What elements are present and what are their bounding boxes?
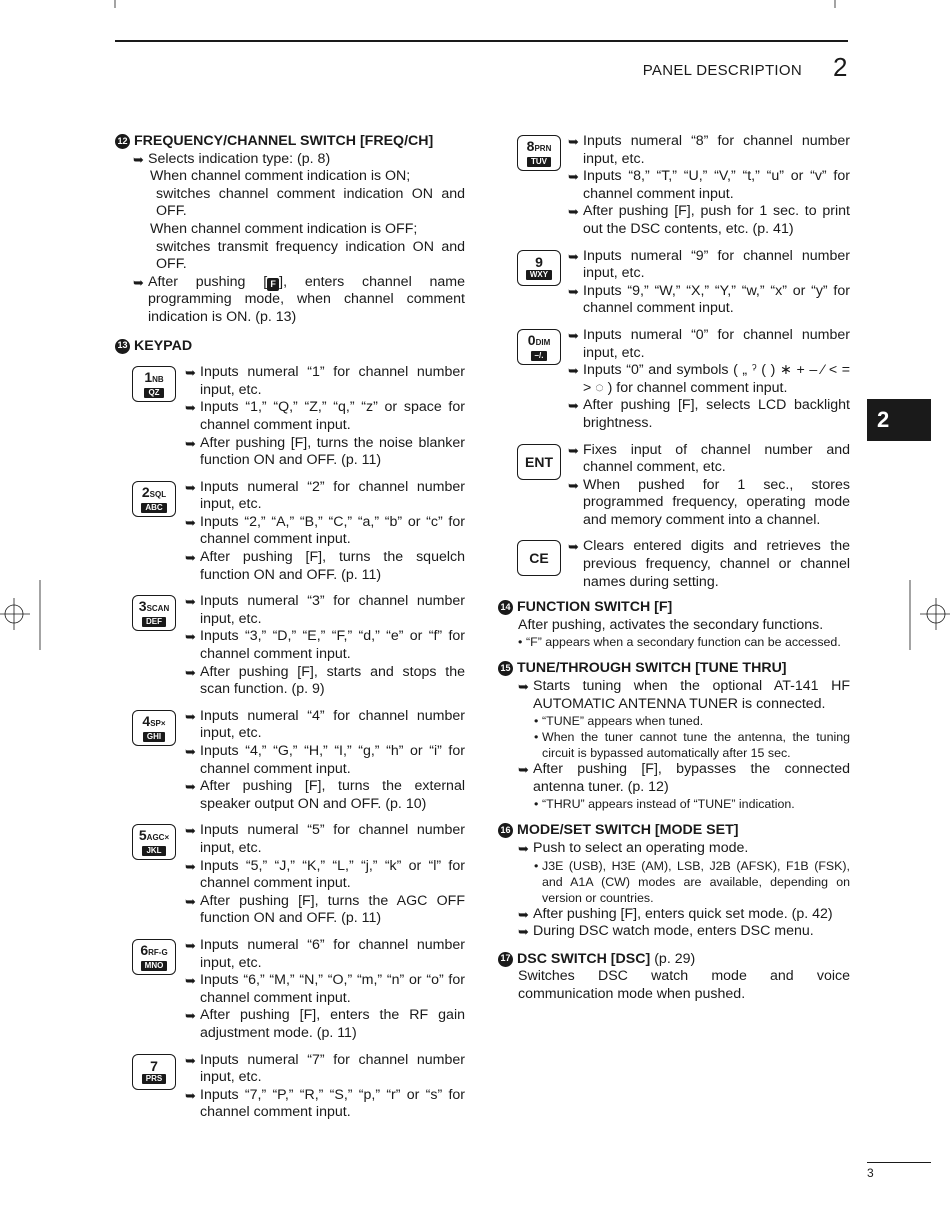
arrow-icon: ➥ bbox=[568, 204, 579, 220]
key-description bbox=[115, 1052, 465, 1122]
arrow-icon: ➥ bbox=[518, 924, 529, 940]
arrow-icon: ➥ bbox=[185, 594, 196, 610]
keypad-key-icon bbox=[132, 481, 176, 517]
footer-rule bbox=[867, 1162, 931, 1163]
arrow-icon: ➥ bbox=[185, 937, 196, 953]
bullet bbox=[568, 133, 850, 168]
bullet bbox=[185, 514, 465, 549]
left-column bbox=[115, 133, 465, 1122]
bullet-text: Inputs numeral “0” for channel number input, etc. bbox=[583, 326, 850, 361]
note-text: “TUNE” appears when tuned. bbox=[542, 714, 704, 729]
bullet-text: During DSC watch mode, enters DSC menu. bbox=[533, 923, 814, 940]
arrow-icon: ➥ bbox=[185, 779, 196, 795]
key-description bbox=[115, 364, 465, 470]
arrow-icon: ➥ bbox=[568, 283, 579, 299]
bullet-text: Selects indication type: (p. 8) bbox=[148, 150, 331, 167]
arrow-icon: ➥ bbox=[568, 477, 579, 493]
bullet bbox=[185, 893, 465, 928]
key-label: 7 bbox=[150, 1058, 158, 1074]
bullet bbox=[185, 593, 465, 628]
note-text: “F” appears when a secondary function can be accessed. bbox=[526, 635, 841, 650]
key-secondary-label: RF-G bbox=[148, 947, 168, 957]
bullet bbox=[568, 442, 850, 477]
arrow-icon: ➥ bbox=[185, 1052, 196, 1068]
bullet bbox=[185, 1007, 465, 1042]
key-label: 4 bbox=[142, 712, 151, 729]
bullet bbox=[185, 937, 465, 972]
bullet-text: After pushing [ bbox=[148, 273, 268, 290]
key-description bbox=[115, 479, 465, 585]
key-letters: MNO bbox=[141, 961, 168, 971]
arrow-icon: ➥ bbox=[518, 679, 529, 695]
bullet-text: After pushing [F], turns the external speaker output ON and OFF. (p. 10) bbox=[200, 778, 465, 812]
bullet-text: Inputs “4,” “G,” “H,” “I,” “g,” “h” or “i” for channel comment input. bbox=[200, 743, 465, 777]
bullet-text: After pushing [F], push for 1 sec. to print out the DSC contents, etc. (p. 41) bbox=[583, 203, 850, 237]
bullet-text: Inputs “5,” “J,” “K,” “L,” “j,” “k” or “l” for channel comment input. bbox=[200, 857, 465, 892]
bullet bbox=[185, 822, 465, 857]
arrow-icon: ➥ bbox=[185, 1008, 196, 1024]
section-number-badge: 13 bbox=[115, 339, 130, 354]
arrow-icon: ➥ bbox=[185, 858, 196, 874]
bullet bbox=[185, 1087, 465, 1122]
section-14-title: FUNCTION SWITCH [F] bbox=[517, 599, 673, 616]
bullet-text: Inputs numeral “8” for channel number input, etc. bbox=[583, 133, 850, 167]
arrow-icon: ➥ bbox=[133, 151, 144, 167]
arrow-icon: ➥ bbox=[185, 1087, 196, 1103]
note: • When the tuner cannot tune the antenna, the tuning circuit is bypassed automatically after 15 sec. bbox=[534, 730, 850, 761]
page-number: 3 bbox=[867, 1166, 874, 1180]
arrow-icon: ➥ bbox=[518, 906, 529, 922]
bullet bbox=[498, 678, 850, 713]
note-text: When the tuner cannot tune the antenna, the tuning circuit is bypassed automatically after 15 sec. bbox=[542, 730, 850, 761]
key-description bbox=[115, 708, 465, 814]
keypad-key-icon bbox=[132, 595, 176, 631]
bullet bbox=[185, 479, 465, 514]
key-letters: JKL bbox=[142, 846, 165, 856]
bullet-text: After pushing [F], turns the noise blanker function ON and OFF. (p. 11) bbox=[200, 434, 465, 469]
paragraph: When channel comment indication is OFF; bbox=[150, 220, 418, 237]
key-label: 6 bbox=[140, 941, 149, 958]
paragraph: Switches DSC watch mode and voice communication mode when pushed. bbox=[518, 968, 850, 1002]
note: • “F” appears when a secondary function can be accessed. bbox=[518, 635, 841, 650]
key-label: 8 bbox=[526, 138, 535, 154]
arrow-icon: ➥ bbox=[568, 363, 579, 379]
bullet bbox=[185, 743, 465, 778]
bullet bbox=[185, 435, 465, 470]
note-text: J3E (USB), H3E (AM), LSB, J2B (AFSK), F1B (FSK), and A1A (CW) modes are available, depending on version or countries. bbox=[542, 858, 850, 905]
chapter-number: 2 bbox=[833, 52, 848, 82]
keypad-key-icon bbox=[132, 366, 176, 402]
arrow-icon: ➥ bbox=[185, 664, 196, 680]
bullet bbox=[185, 858, 465, 893]
bullet bbox=[568, 362, 850, 397]
bullet-text: After pushing [F], enters the RF gain adjustment mode. (p. 11) bbox=[200, 1007, 465, 1041]
bullet-text: Inputs numeral “6” for channel number input, etc. bbox=[200, 936, 465, 971]
key-label: 3 bbox=[138, 598, 147, 615]
key-description bbox=[498, 538, 850, 591]
bullet bbox=[185, 399, 465, 434]
key-label: 1 bbox=[144, 369, 153, 386]
keypad-key-icon bbox=[517, 540, 561, 576]
bullet bbox=[498, 761, 850, 796]
arrow-icon: ➥ bbox=[133, 274, 144, 290]
key-secondary-label: AGC× bbox=[146, 833, 170, 843]
arrow-icon: ➥ bbox=[185, 893, 196, 909]
bullet-text: Inputs numeral “4” for channel number input, etc. bbox=[200, 707, 465, 742]
bullet-text: After pushing [F], selects LCD backlight brightness. bbox=[583, 397, 850, 431]
bullet bbox=[185, 364, 465, 399]
bullet-text: Push to select an operating mode. bbox=[533, 840, 749, 856]
bullet bbox=[185, 549, 465, 584]
arrow-icon: ➥ bbox=[185, 365, 196, 381]
bullet-text: Inputs “8,” “T,” “U,” “V,” “t,” “u” or “v” for channel comment input. bbox=[583, 168, 850, 202]
key-secondary-label: SQL bbox=[149, 489, 167, 499]
keypad-key-icon bbox=[132, 824, 176, 860]
bullet-text: Starts tuning when the optional AT-141 HF AUTOMATIC ANTENNA TUNER is connected. bbox=[533, 678, 850, 712]
arrow-icon: ➥ bbox=[568, 539, 579, 555]
arrow-icon: ➥ bbox=[185, 823, 196, 839]
section-15-title: TUNE/THROUGH SWITCH [TUNE THRU] bbox=[517, 660, 787, 677]
bullet-text: Inputs “0” and symbols ( „ ˀ ( ) ∗ + – ⁄ < = > ◌ ) for channel comment input. bbox=[583, 362, 850, 396]
bullet-text: Inputs numeral “2” for channel number input, etc. bbox=[200, 478, 465, 513]
section-12-heading bbox=[115, 133, 465, 151]
section-number-badge: 15 bbox=[498, 661, 513, 676]
bullet bbox=[115, 274, 465, 327]
keypad-key-icon bbox=[517, 329, 561, 365]
note: • J3E (USB), H3E (AM), LSB, J2B (AFSK), F1B (FSK), and A1A (CW) modes are available, depending on version or countries. bbox=[534, 858, 850, 905]
bullet-text: When pushed for 1 sec., stores programmed frequency, operating mode and memory comment into a channel. bbox=[583, 476, 850, 528]
bullet bbox=[115, 151, 465, 169]
bullet-text: Inputs numeral “3” for channel number input, etc. bbox=[200, 593, 465, 627]
bullet bbox=[185, 1052, 465, 1087]
bullet-text: Inputs numeral “5” for channel number input, etc. bbox=[200, 822, 465, 856]
key-description bbox=[115, 822, 465, 928]
key-description bbox=[498, 133, 850, 239]
key-description bbox=[498, 442, 850, 530]
bullet bbox=[185, 664, 465, 699]
key-secondary-label: PRN bbox=[534, 144, 552, 153]
paragraph: When channel comment indication is ON; bbox=[150, 168, 411, 185]
keypad-key-icon bbox=[132, 1054, 176, 1090]
keypad-key-icon bbox=[517, 135, 561, 171]
bullet-text: Inputs numeral “1” for channel number input, etc. bbox=[200, 364, 465, 398]
arrow-icon: ➥ bbox=[518, 841, 529, 856]
bullet bbox=[568, 397, 850, 432]
arrow-icon: ➥ bbox=[185, 479, 196, 495]
header-rule bbox=[115, 40, 848, 42]
bullet-text: After pushing [F], starts and stops the scan function. (p. 9) bbox=[200, 663, 465, 698]
section-14-heading bbox=[498, 599, 850, 617]
arrow-icon: ➥ bbox=[185, 435, 196, 451]
section-16-heading bbox=[498, 822, 850, 840]
bullet bbox=[498, 840, 850, 858]
section-13-title: KEYPAD bbox=[134, 337, 193, 354]
bullet-text: ], enters channel name programming mode, when channel comment indication is ON. (p. 13) bbox=[148, 273, 465, 325]
bullet bbox=[568, 283, 850, 318]
bullet-text: Inputs “9,” “W,” “X,” “Y,” “w,” “x” or “y” for channel comment input. bbox=[583, 282, 850, 317]
section-13-heading bbox=[115, 338, 465, 356]
arrow-icon: ➥ bbox=[185, 744, 196, 759]
bullet bbox=[568, 168, 850, 203]
section-16-title: MODE/SET SWITCH [MODE SET] bbox=[517, 822, 739, 839]
key-label: CE bbox=[529, 550, 549, 567]
section-number-badge: 14 bbox=[498, 600, 513, 615]
key-label: 0 bbox=[527, 331, 536, 348]
bullet-text: After pushing [F], turns the squelch function ON and OFF. (p. 11) bbox=[200, 549, 465, 583]
right-column bbox=[498, 133, 850, 1004]
note-text: “THRU” appears instead of “TUNE” indication. bbox=[542, 797, 795, 812]
arrow-icon: ➥ bbox=[185, 514, 196, 530]
bullet bbox=[185, 778, 465, 813]
keypad-list-right bbox=[498, 133, 850, 591]
key-secondary-label: SP× bbox=[150, 718, 166, 728]
bullet bbox=[568, 327, 850, 362]
key-secondary-label: SCAN bbox=[146, 604, 170, 614]
arrow-icon: ➥ bbox=[185, 973, 196, 989]
key-letters: –/. bbox=[531, 351, 548, 361]
key-label: 5 bbox=[138, 827, 147, 844]
note: • “THRU” appears instead of “TUNE” indication. bbox=[534, 797, 795, 812]
bullet-text: After pushing [F], enters quick set mode. (p. 42) bbox=[533, 905, 833, 922]
bullet-text: Inputs “7,” “P,” “R,” “S,” “p,” “r” or “s” for channel comment input. bbox=[200, 1086, 465, 1121]
section-17-title: DSC SWITCH [DSC] bbox=[517, 950, 651, 967]
bullet bbox=[185, 628, 465, 663]
key-letters: GHI bbox=[143, 732, 165, 742]
section-12-title: FREQUENCY/CHANNEL SWITCH [FREQ/CH] bbox=[134, 133, 434, 149]
key-letters: WXY bbox=[526, 270, 552, 280]
bullet bbox=[185, 708, 465, 743]
arrow-icon: ➥ bbox=[518, 762, 529, 778]
arrow-icon: ➥ bbox=[568, 442, 579, 458]
bullet-text: After pushing [F], bypasses the connected antenna tuner. (p. 12) bbox=[533, 761, 850, 795]
keypad-key-icon bbox=[517, 444, 561, 480]
arrow-icon: ➥ bbox=[185, 629, 196, 645]
paragraph: switches transmit frequency indication ON and OFF. bbox=[156, 238, 465, 273]
bullet bbox=[568, 203, 850, 238]
bullet-text: Inputs “1,” “Q,” “Z,” “q,” “z” or space for channel comment input. bbox=[200, 399, 465, 433]
key-letters: ABC bbox=[141, 503, 166, 513]
section-15-heading bbox=[498, 660, 850, 678]
bullet-text: Fixes input of channel number and channel comment, etc. bbox=[583, 441, 850, 476]
key-description bbox=[115, 593, 465, 699]
key-secondary-label: DIM bbox=[535, 337, 551, 347]
arrow-icon: ➥ bbox=[568, 134, 579, 149]
key-letters: QZ bbox=[144, 388, 163, 398]
bullet-text: Clears entered digits and retrieves the previous frequency, channel or channel names during setting. bbox=[583, 538, 850, 590]
note: • “TUNE” appears when tuned. bbox=[534, 714, 704, 729]
arrow-icon: ➥ bbox=[568, 169, 579, 185]
keypad-key-icon bbox=[517, 250, 561, 286]
bullet bbox=[568, 477, 850, 530]
arrow-icon: ➥ bbox=[185, 708, 196, 724]
section-number-badge: 12 bbox=[115, 134, 130, 149]
bullet bbox=[185, 972, 465, 1007]
paragraph: switches channel comment indication ON and OFF. bbox=[156, 185, 465, 220]
bullet bbox=[498, 906, 850, 924]
arrow-icon: ➥ bbox=[568, 248, 579, 264]
key-description bbox=[115, 937, 465, 1043]
arrow-icon: ➥ bbox=[185, 550, 196, 566]
key-label: ENT bbox=[525, 453, 553, 470]
section-title: PANEL DESCRIPTION bbox=[642, 62, 802, 79]
key-description bbox=[498, 248, 850, 318]
key-secondary-label: NB bbox=[152, 375, 164, 385]
keypad-key-icon bbox=[132, 710, 176, 746]
chapter-tab: 2 bbox=[867, 399, 931, 441]
bullet bbox=[568, 538, 850, 591]
bullet bbox=[498, 923, 850, 941]
page-reference: (p. 29) bbox=[654, 950, 696, 967]
key-description bbox=[498, 327, 850, 433]
bullet-text: Inputs “3,” “D,” “E,” “F,” “d,” “e” or “f” for channel comment input. bbox=[200, 628, 465, 663]
key-label: 9 bbox=[535, 254, 543, 271]
key-label: 2 bbox=[141, 483, 150, 500]
keypad-key-icon bbox=[132, 939, 176, 975]
section-17-heading bbox=[498, 951, 850, 969]
paragraph: After pushing, activates the secondary functions. bbox=[518, 616, 824, 633]
bullet bbox=[568, 248, 850, 283]
key-letters: PRS bbox=[142, 1074, 166, 1084]
arrow-icon: ➥ bbox=[568, 327, 579, 343]
arrow-icon: ➥ bbox=[568, 398, 579, 414]
bullet-text: Inputs numeral “7” for channel number input, etc. bbox=[200, 1051, 465, 1086]
arrow-icon: ➥ bbox=[185, 400, 196, 416]
section-number-badge: 17 bbox=[498, 952, 513, 967]
bullet-text: Inputs “6,” “M,” “N,” “O,” “m,” “n” or “o” for channel comment input. bbox=[200, 972, 465, 1006]
bullet-text: Inputs numeral “9” for channel number input, etc. bbox=[583, 247, 850, 282]
bullet-text: After pushing [F], turns the AGC OFF function ON and OFF. (p. 11) bbox=[200, 892, 465, 927]
key-letters: TUV bbox=[527, 157, 551, 167]
key-letters: DEF bbox=[142, 617, 166, 627]
keypad-list bbox=[115, 364, 465, 1122]
section-number-badge: 16 bbox=[498, 823, 513, 838]
function-key-icon: F bbox=[267, 278, 279, 291]
bullet-text: Inputs “2,” “A,” “B,” “C,” “a,” “b” or “c” for channel comment input. bbox=[200, 513, 465, 548]
